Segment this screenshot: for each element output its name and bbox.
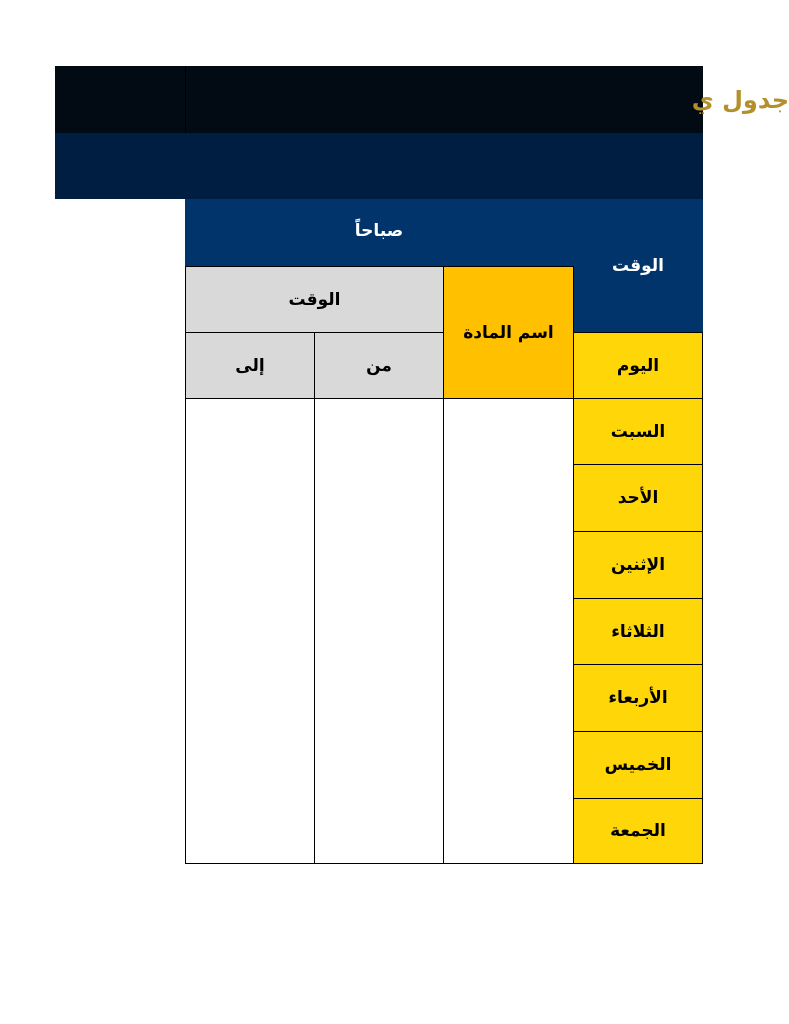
to-column-entries[interactable] <box>185 398 315 864</box>
subject-column-entries[interactable] <box>443 398 574 864</box>
time-header-right: الوقت <box>573 199 703 332</box>
time-group-header: الوقت <box>185 266 444 333</box>
from-column-entries[interactable] <box>314 398 444 864</box>
day-cell-friday: الجمعة <box>573 798 703 864</box>
day-cell-saturday: السبت <box>573 398 703 465</box>
day-cell-wednesday: الأربعاء <box>573 664 703 732</box>
from-header: من <box>314 332 444 399</box>
page-title: جدول ي <box>691 85 789 114</box>
session-header: صباحاً <box>185 199 573 266</box>
day-header: اليوم <box>573 332 703 399</box>
to-header: إلى <box>185 332 315 399</box>
subject-name-header: اسم المادة <box>443 266 574 399</box>
subtitle-band <box>55 133 703 199</box>
day-cell-thursday: الخميس <box>573 731 703 799</box>
day-cell-monday: الإثنين <box>573 531 703 599</box>
day-cell-sunday: الأحد <box>573 464 703 532</box>
page-title-cell <box>185 66 789 133</box>
day-cell-tuesday: الثلاثاء <box>573 598 703 665</box>
